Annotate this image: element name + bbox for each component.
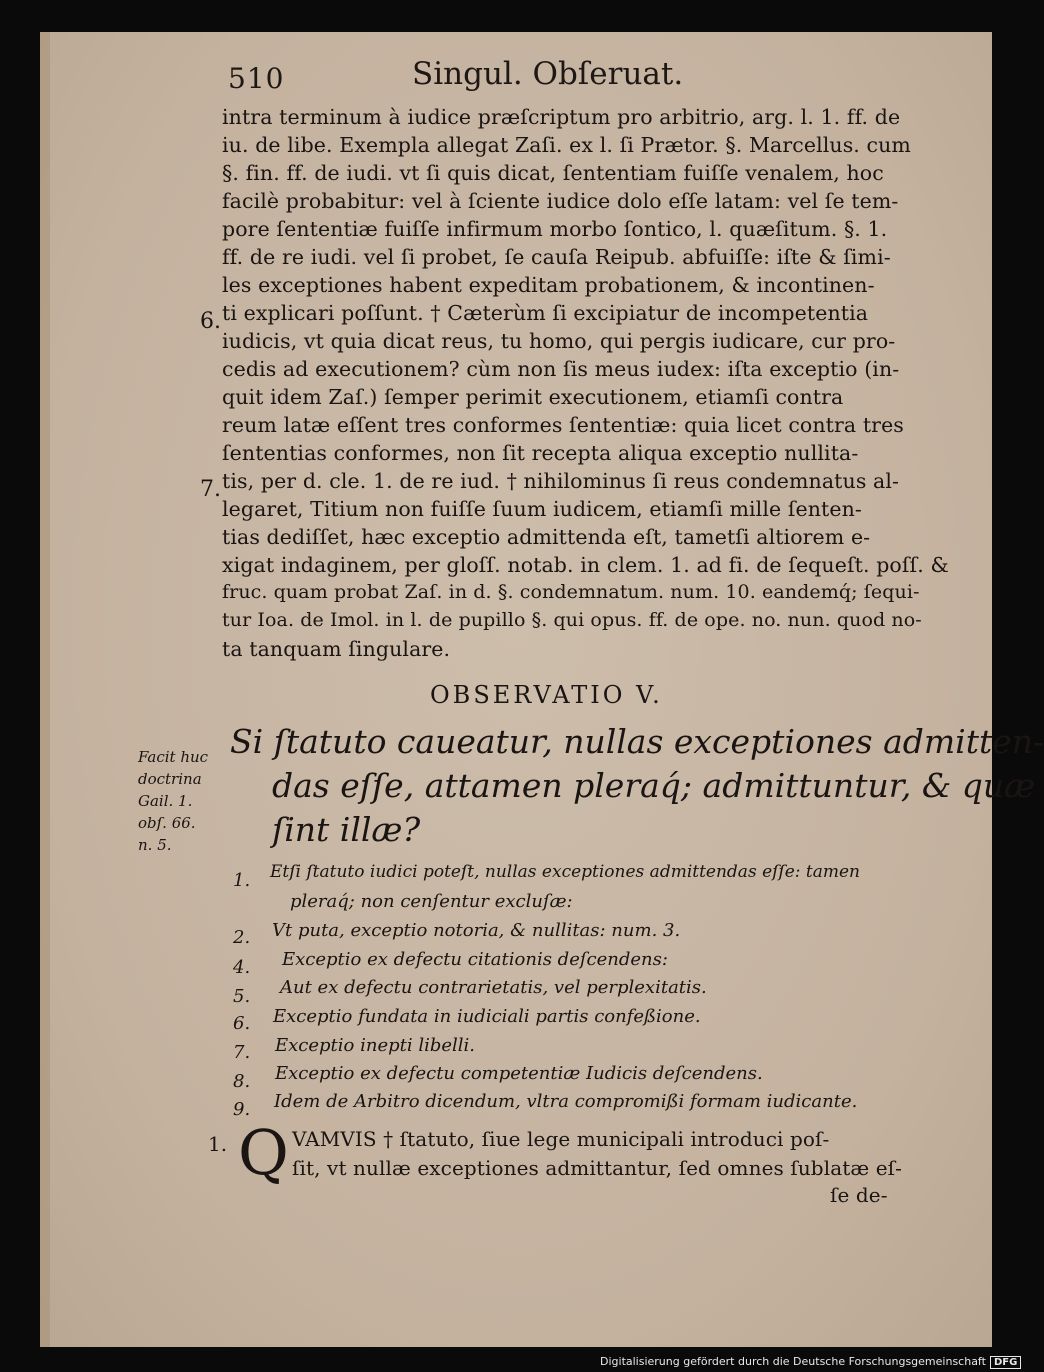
running-title: Singul. Obſeruat. bbox=[412, 56, 684, 92]
body-line: intra terminum à iudice præſcriptum pro arbitrio, arg. l. 1. ff. de bbox=[222, 105, 901, 129]
section-title-line: das eſſe, attamen pleraq́; admittuntur, & quæ bbox=[272, 766, 1036, 805]
body-line: cedis ad executionem? cùm non ſis meus iudex: iſta exceptio (in- bbox=[222, 357, 900, 381]
section-title-line: ſint illæ? bbox=[272, 810, 421, 849]
body-line: ſententias conformes, non ſit recepta aliqua exceptio nullita- bbox=[222, 441, 859, 465]
body-line: legaret, Titium non fuiſſe ſuum iudicem, etiamſi mille ſenten- bbox=[222, 497, 862, 521]
body-line: facilè probabitur: vel à ſciente iudice dolo eſſe latam: vel ſe tem- bbox=[222, 189, 899, 213]
body-line: ta tanquam ſingulare. bbox=[222, 637, 451, 661]
summary-number: 7. bbox=[233, 1042, 251, 1063]
summary-item: Exceptio inepti libelli. bbox=[275, 1035, 476, 1056]
summary-item: Idem de Arbitro dicendum, vltra compromißi formam iudicante. bbox=[274, 1091, 858, 1112]
summary-number: 9. bbox=[233, 1099, 251, 1120]
body-line: ſe de- bbox=[830, 1183, 888, 1207]
summary-item: Exceptio ex defectu citationis deſcendens: bbox=[282, 949, 668, 970]
body-line: iu. de libe. Exempla allegat Zaſi. ex l. ſi Prætor. §. Marcellus. cum bbox=[222, 133, 911, 157]
body-line: ff. de re iudi. vel ſi probet, ſe cauſa Reipub. abfuiſſe: iſte & ſimi- bbox=[222, 245, 891, 269]
summary-item: Exceptio ex defectu competentiæ Iudicis deſcendens. bbox=[275, 1063, 763, 1084]
summary-number: 8. bbox=[233, 1071, 251, 1092]
body-line: reum latæ eſſent tres conformes ſententiæ: quia licet contra tres bbox=[222, 413, 904, 437]
summary-item: Aut ex defectu contrarietatis, vel perplexitatis. bbox=[280, 977, 707, 998]
side-note: Facit huc doctrina Gail. 1. obſ. 66. n. 5. bbox=[138, 748, 209, 854]
body-line: VAMVIS † ſtatuto, ſiue lege municipali introduci poſ- bbox=[292, 1127, 830, 1151]
body-line: tias dediſſet, hæc exceptio admittenda eſt, tametſi altiorem e- bbox=[222, 525, 871, 549]
drop-cap: Q bbox=[238, 1116, 289, 1189]
summary-item: Exceptio fundata in iudiciali partis confeßione. bbox=[273, 1006, 701, 1027]
summary-item: Vt puta, exceptio notoria, & nullitas: num. 3. bbox=[272, 920, 681, 941]
body-line: xigat indaginem, per gloſſ. notab. in clem. 1. ad fi. de ſequeſt. poſſ. & bbox=[222, 553, 949, 577]
body-line: pore ſententiæ fuiſſe infirmum morbo ſontico, l. quæſitum. §. 1. bbox=[222, 217, 888, 241]
footer-credit: Digitalisierung gefördert durch die Deutsche Forschungsgemeinschaft DFG bbox=[600, 1355, 1021, 1369]
body-line: tis, per d. cle. 1. de re iud. † nihilominus ſi reus condemnatus al- bbox=[222, 469, 900, 493]
body-line: §. fin. ff. de iudi. vt ſi quis dicat, ſententiam fuiſſe venalem, hoc bbox=[222, 161, 884, 185]
summary-number: 6. bbox=[233, 1013, 251, 1034]
body-line: tur Ioa. de Imol. in l. de pupillo §. qui opus. ff. de ope. no. nun. quod no- bbox=[222, 609, 922, 631]
body-line: les exceptiones habent expeditam probationem, & incontinen- bbox=[222, 273, 875, 297]
page-number: 510 bbox=[228, 62, 285, 95]
observatio-heading: OBSERVATIO V. bbox=[430, 681, 663, 709]
body-line: quit idem Zaſ.) ſemper perimit executionem, etiamſi contra bbox=[222, 385, 844, 409]
summary-number: 2. bbox=[233, 927, 251, 948]
margin-number: 6. bbox=[200, 309, 221, 334]
summary-number: 4. bbox=[233, 957, 251, 978]
summary-item: Etſi ſtatuto iudici poteſt, nullas exceptiones admittendas eſſe: tamen bbox=[270, 862, 861, 882]
summary-item: pleraq́; non cenſentur excluſæ: bbox=[290, 891, 573, 912]
page-gutter bbox=[40, 32, 50, 1347]
margin-number: 7. bbox=[200, 477, 221, 502]
body-line: fruc. quam probat Zaſ. in d. §. condemnatum. num. 10. eandemq́; ſequi- bbox=[222, 581, 920, 603]
margin-number: 1. bbox=[208, 1132, 228, 1156]
body-line: iudicis, vt quia dicat reus, tu homo, qui pergis iudicare, cur pro- bbox=[222, 329, 896, 353]
body-line: ti explicari poſſunt. † Cæterùm ſi excipiatur de incompetentia bbox=[222, 301, 869, 325]
dfg-logo: DFG bbox=[990, 1356, 1021, 1369]
summary-number: 5. bbox=[233, 986, 251, 1007]
summary-number: 1. bbox=[233, 870, 251, 891]
body-line: ſit, vt nullæ exceptiones admittantur, ſed omnes ſublatæ eſ- bbox=[292, 1156, 903, 1180]
section-title-line: Si ſtatuto caueatur, nullas exceptiones admitten- bbox=[230, 722, 1044, 761]
